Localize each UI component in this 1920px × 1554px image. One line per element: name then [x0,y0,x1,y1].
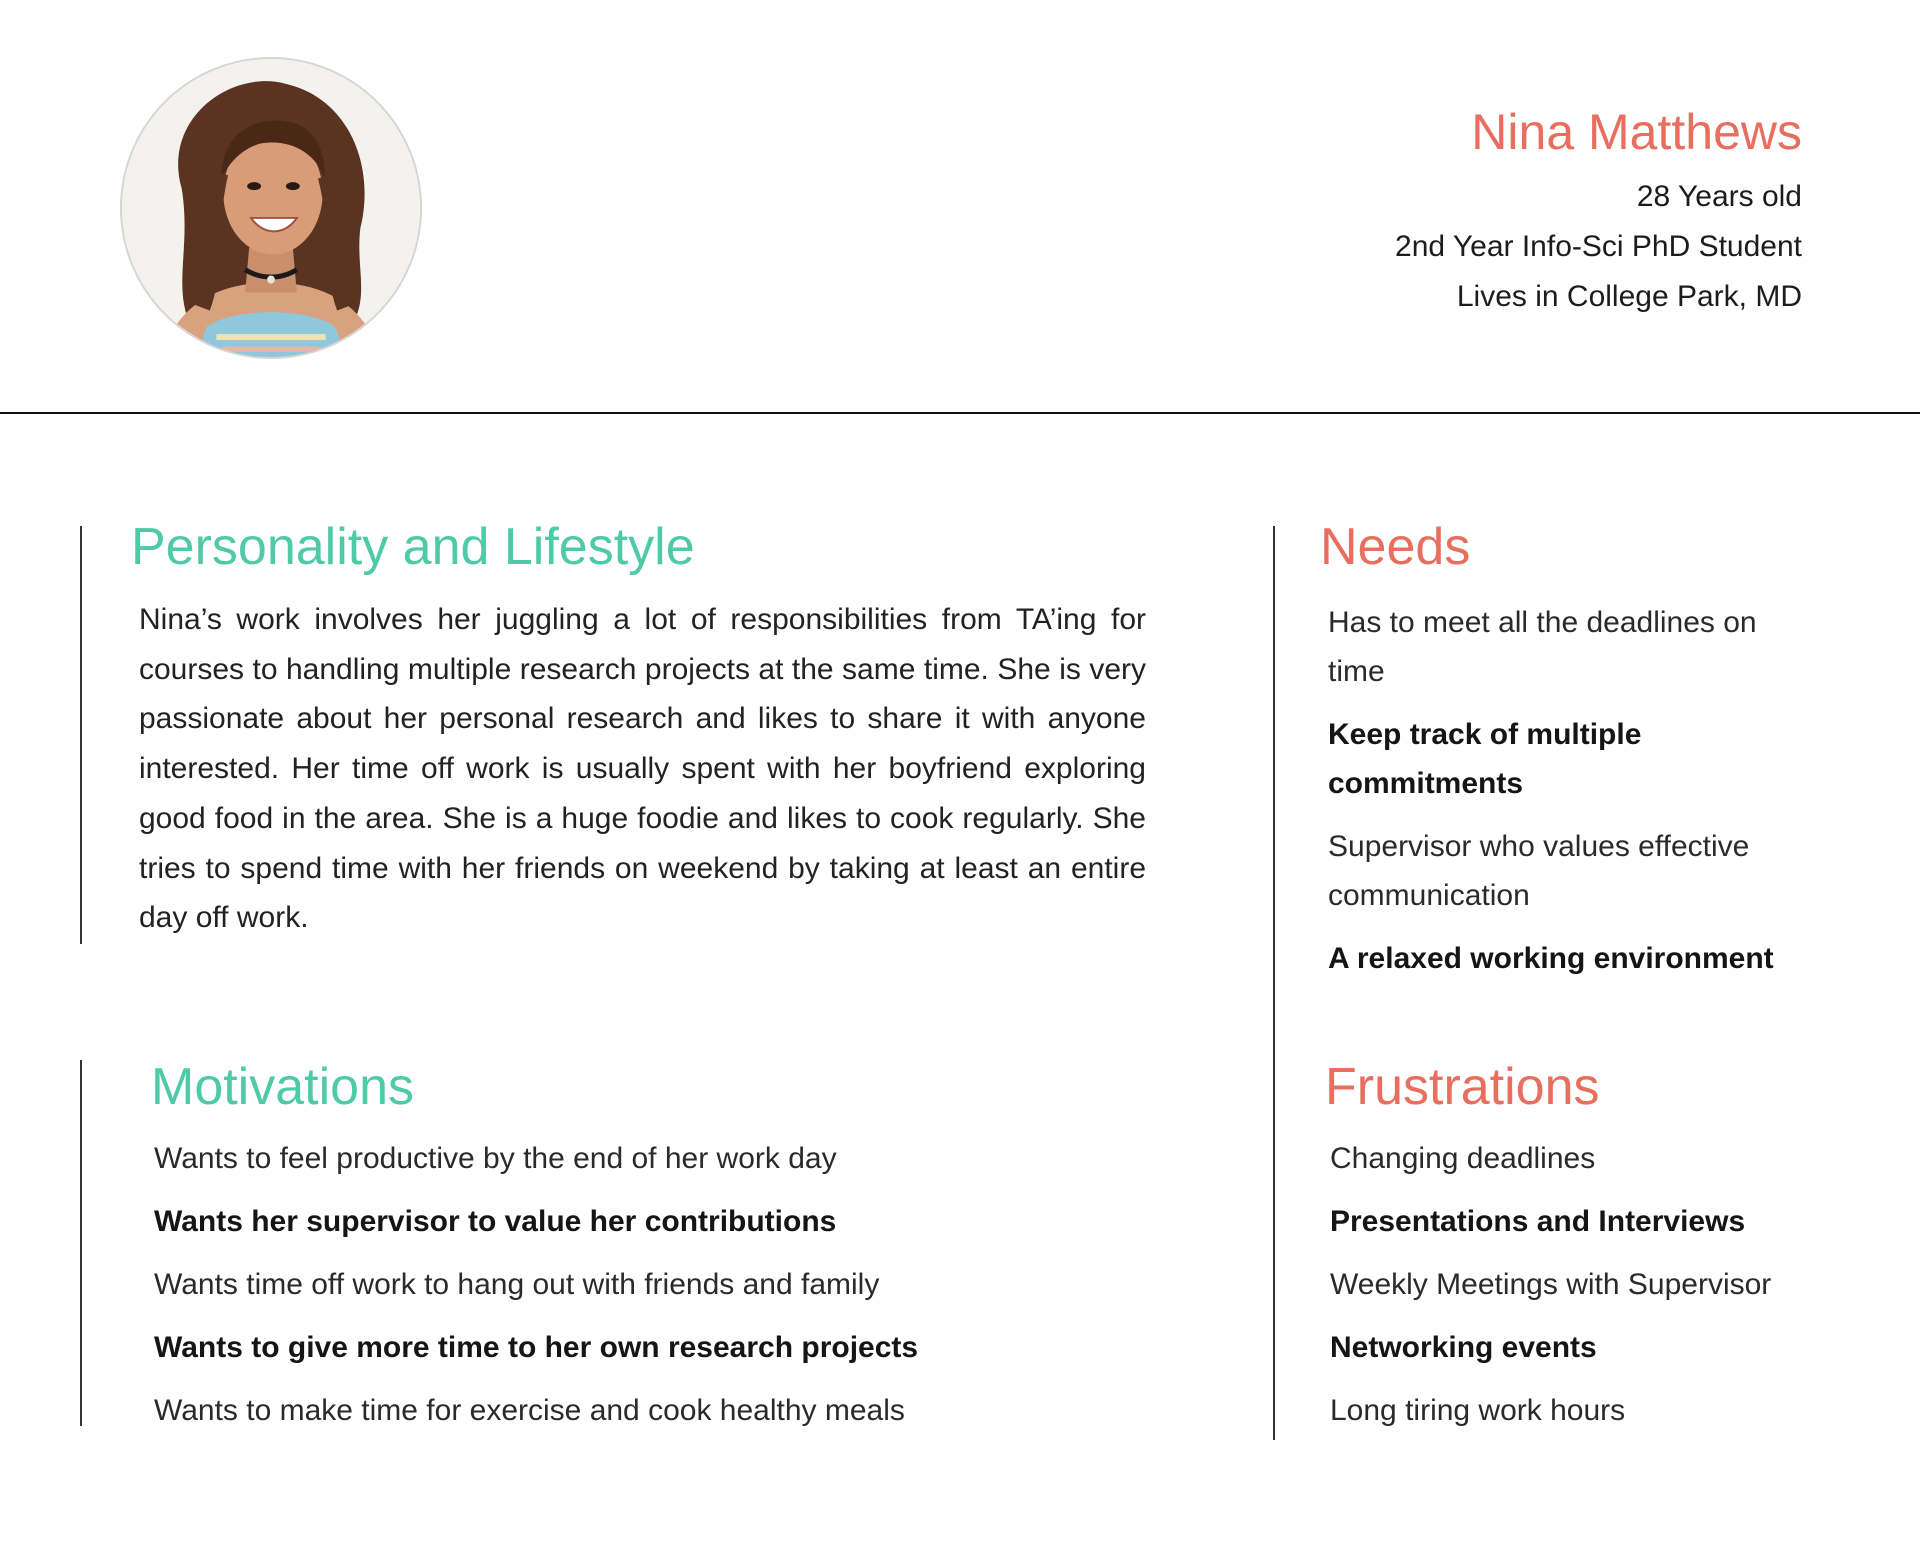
profile-summary [1395,100,1802,322]
motivations-item: Wants her supervisor to value her contributions [154,1205,837,1238]
needs-item: Supervisor who values effective communication [1328,830,1750,912]
avatar-illustration [122,59,420,357]
frustrations-item: Long tiring work hours [1330,1394,1626,1427]
motivations-list [154,1134,918,1449]
needs-title: Needs [1320,518,1471,576]
portrait-photo-icon [120,57,422,359]
motivations-section-rule [80,1060,82,1426]
personality-description: Nina’s work involves her juggling a lot of responsibilities from TA’ing for courses to handling multiple research projects at the same time. She is very passionate about her personal research and likes to share it with anyone interested. Her time off work is usually spent with her boyfriend exploring good food in the area. She is a huge foodie and likes to cook regularly. She tries to spend time with her friends on weekend by taking at least an entire day off work. [139,603,1146,935]
motivations-item: Wants time off work to hang out with friends and family [154,1268,880,1301]
persona-occupation: 2nd Year Info-Sci PhD Student [1395,230,1802,263]
personality-title: Personality and Lifestyle [131,518,695,576]
personality-section-rule [80,526,82,944]
frustrations-item: Weekly Meetings with Supervisor [1330,1268,1772,1301]
needs-item: Keep track of multiple commitments [1328,718,1642,800]
motivations-item: Wants to give more time to her own research projects [154,1331,919,1364]
persona-location: Lives in College Park, MD [1456,280,1802,313]
frustrations-list [1330,1134,1771,1449]
needs-list [1328,598,1818,997]
needs-section-rule [1273,526,1275,1440]
frustrations-item: Networking events [1330,1331,1597,1364]
persona-name: Nina Matthews [1471,104,1802,160]
motivations-item: Wants to make time for exercise and cook healthy meals [154,1394,905,1427]
header-divider [0,412,1920,414]
needs-item: Has to meet all the deadlines on time [1328,606,1757,688]
motivations-item: Wants to feel productive by the end of her work day [154,1142,837,1175]
frustrations-title: Frustrations [1325,1058,1600,1116]
persona-age: 28 Years old [1636,180,1802,213]
frustrations-item: Changing deadlines [1330,1142,1596,1175]
motivations-title: Motivations [151,1058,414,1116]
frustrations-item: Presentations and Interviews [1330,1205,1746,1238]
needs-item: A relaxed working environment [1328,942,1774,975]
